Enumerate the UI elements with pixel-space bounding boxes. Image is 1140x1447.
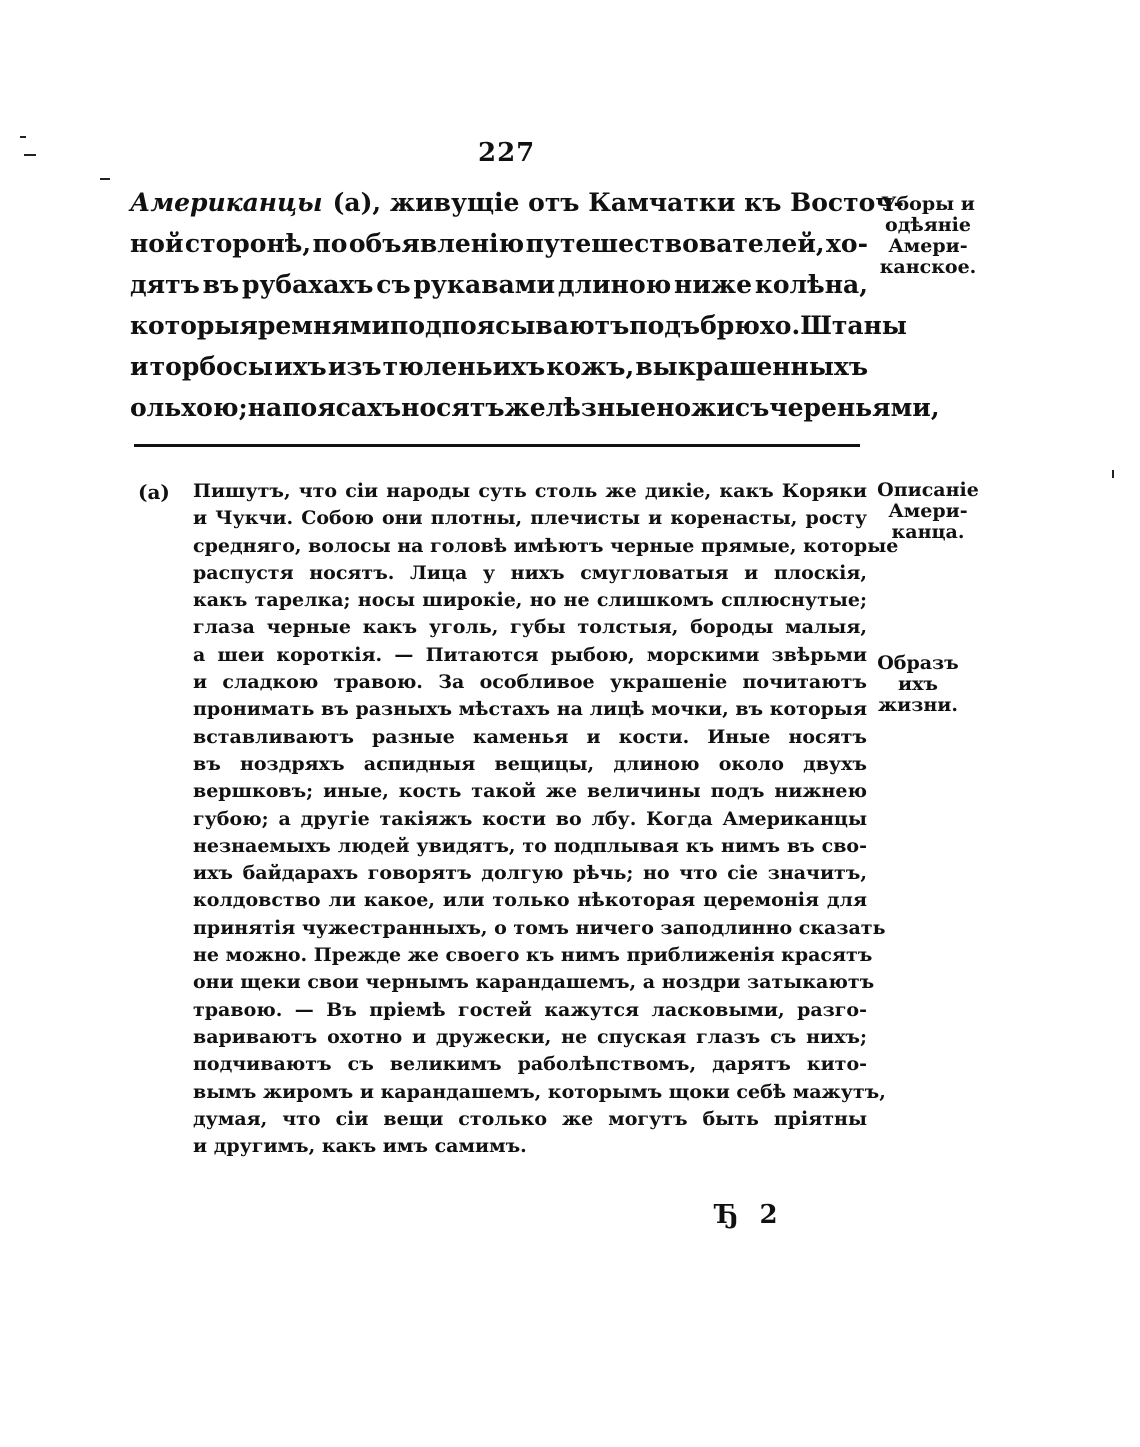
word: путешествователей, xyxy=(525,229,825,258)
margin-note-line: канца. xyxy=(891,521,965,543)
footnote-line: и сладкою травою. За особливое украшеніе почитаютъ xyxy=(193,671,867,694)
word: по xyxy=(312,229,348,258)
margin-note-line: Амери- xyxy=(888,235,968,257)
word: череньями, xyxy=(769,393,940,422)
word: ольхою; xyxy=(130,393,248,422)
margin-note-way-of-life xyxy=(876,653,960,716)
word: ножи xyxy=(656,393,735,422)
word: кожъ, xyxy=(546,352,635,381)
footnote-line: незнаемыхъ людей увидятъ, то подплывая къ нимъ въ сво- xyxy=(193,834,867,857)
scan-speck xyxy=(100,178,110,180)
word: и xyxy=(130,352,149,381)
footnote-line: а шеи короткія. — Питаются рыбою, морскими звѣрьми xyxy=(193,643,867,666)
word: длиною xyxy=(557,270,672,299)
scan-speck xyxy=(24,154,36,156)
main-text-line xyxy=(130,223,868,264)
footnote-line: колдовство ли какое, или только нѣкоторая церемонія для xyxy=(193,889,867,912)
footnote-text xyxy=(193,478,899,1160)
footnote-line: и другимъ, какъ имъ самимъ. xyxy=(193,1135,527,1158)
footnote-line: пронимать въ разныхъ мѣстахъ на лицѣ мочки, въ которыя xyxy=(193,698,867,721)
footnote-line: средняго, волосы на головѣ имѣютъ черные прямые, которые xyxy=(193,534,899,557)
word: поясахъ xyxy=(282,393,402,422)
footnote-line: ихъ байдарахъ говорятъ долгую рѣчь; но что сіе значитъ, xyxy=(193,862,867,885)
word: подпоясываютъ xyxy=(390,311,630,340)
footnote-line: думая, что сіи вещи столько же могутъ быть пріятны xyxy=(193,1107,867,1130)
word: дятъ xyxy=(130,270,200,299)
footnote-line: распустя носятъ. Лица у нихъ смугловатыя и плоскія, xyxy=(193,561,867,584)
word: ной xyxy=(130,229,184,258)
signature-mark: Ђ 2 xyxy=(715,1200,784,1230)
footnote-divider xyxy=(134,444,860,447)
footnote-line: вершковъ; иные, кость такой же величины подъ нижнею xyxy=(193,780,867,803)
margin-note-description xyxy=(876,480,980,543)
main-text-line xyxy=(130,305,907,346)
main-text-line xyxy=(130,346,868,387)
margin-note-line: одѣяніе xyxy=(885,214,971,236)
word: подъ xyxy=(629,311,701,340)
margin-note-attire xyxy=(874,194,982,278)
word: торбосы xyxy=(149,352,273,381)
main-text-line-rest: (а), живущіе отъ Камчатки къ Восточ- xyxy=(332,188,904,217)
word: колѣна, xyxy=(754,270,868,299)
word: съ xyxy=(734,393,770,422)
word: хо- xyxy=(825,229,868,258)
margin-note-line: Образъ xyxy=(877,652,959,674)
word: брюхо. xyxy=(700,311,801,340)
word: которыя xyxy=(130,311,258,340)
margin-note-line: ихъ xyxy=(898,673,938,695)
word: ихъ xyxy=(274,352,327,381)
word: носятъ xyxy=(401,393,505,422)
footnote-line: глаза черные какъ уголь, губы толстыя, бороды малыя, xyxy=(193,616,867,639)
word: объявленію xyxy=(348,229,525,258)
main-text-line xyxy=(130,387,940,428)
scan-speck xyxy=(20,136,26,138)
word: сторонѣ, xyxy=(184,229,312,258)
word: Штаны xyxy=(800,311,907,340)
word: выкрашенныхъ xyxy=(635,352,868,381)
main-text-line xyxy=(130,182,904,223)
footnote-line: вариваютъ охотно и дружески, не спуская глазъ съ нихъ; xyxy=(193,1025,867,1048)
scan-speck xyxy=(1112,470,1114,478)
footnote-marker: (а) xyxy=(138,480,170,504)
word: ниже xyxy=(674,270,753,299)
footnote-line: травою. — Въ пріемѣ гостей кажутся ласковыми, разго- xyxy=(193,998,867,1021)
word: на xyxy=(247,393,283,422)
margin-note-line: Описаніе xyxy=(877,479,979,501)
margin-note-line: жизни. xyxy=(877,694,959,716)
word: рукавами xyxy=(413,270,556,299)
word: желѣзные xyxy=(504,393,657,422)
word: тюленьихъ xyxy=(382,352,546,381)
footnote-line: вставливаютъ разные каменья и кости. Иные носятъ xyxy=(193,725,867,748)
word: ремнями xyxy=(257,311,391,340)
footnote-line: они щеки свои чернымъ карандашемъ, а ноздри затыкаютъ xyxy=(193,971,875,994)
word: въ xyxy=(202,270,240,299)
lead-word: Американцы xyxy=(130,188,323,217)
footnote-line: вымъ жиромъ и карандашемъ, которымъ щоки себѣ мажутъ, xyxy=(193,1080,886,1103)
footnote-line: принятія чужестранныхъ, о томъ ничего заподлинно сказать xyxy=(193,916,886,939)
margin-note-line: канское. xyxy=(879,256,977,278)
main-text-line xyxy=(130,264,868,305)
footnote-line: какъ тарелка; носы широкіе, но не слишкомъ сплюснутые; xyxy=(193,589,867,612)
margin-note-line: Амери- xyxy=(888,500,968,522)
word: съ xyxy=(376,270,411,299)
footnote-line: Пишутъ, что сіи народы суть столь же дикіе, какъ Коряки xyxy=(193,480,867,502)
word: рубахахъ xyxy=(241,270,374,299)
footnote-line: не можно. Прежде же своего къ нимъ приближенія красятъ xyxy=(193,944,873,967)
footnote-line: въ ноздряхъ аспидныя вещицы, длиною около двухъ xyxy=(193,752,867,775)
word: изъ xyxy=(327,352,382,381)
footnote-line: и Чукчи. Собою они плотны, плечисты и коренасты, росту xyxy=(193,507,867,530)
margin-note-line: Уборы и xyxy=(881,193,975,215)
page-number: 227 xyxy=(478,138,536,168)
footnote-line: губою; а другіе такіяжъ кости во лбу. Когда Американцы xyxy=(193,807,867,830)
footnote-line: подчиваютъ съ великимъ раболѣпствомъ, дарятъ кито- xyxy=(193,1053,867,1076)
